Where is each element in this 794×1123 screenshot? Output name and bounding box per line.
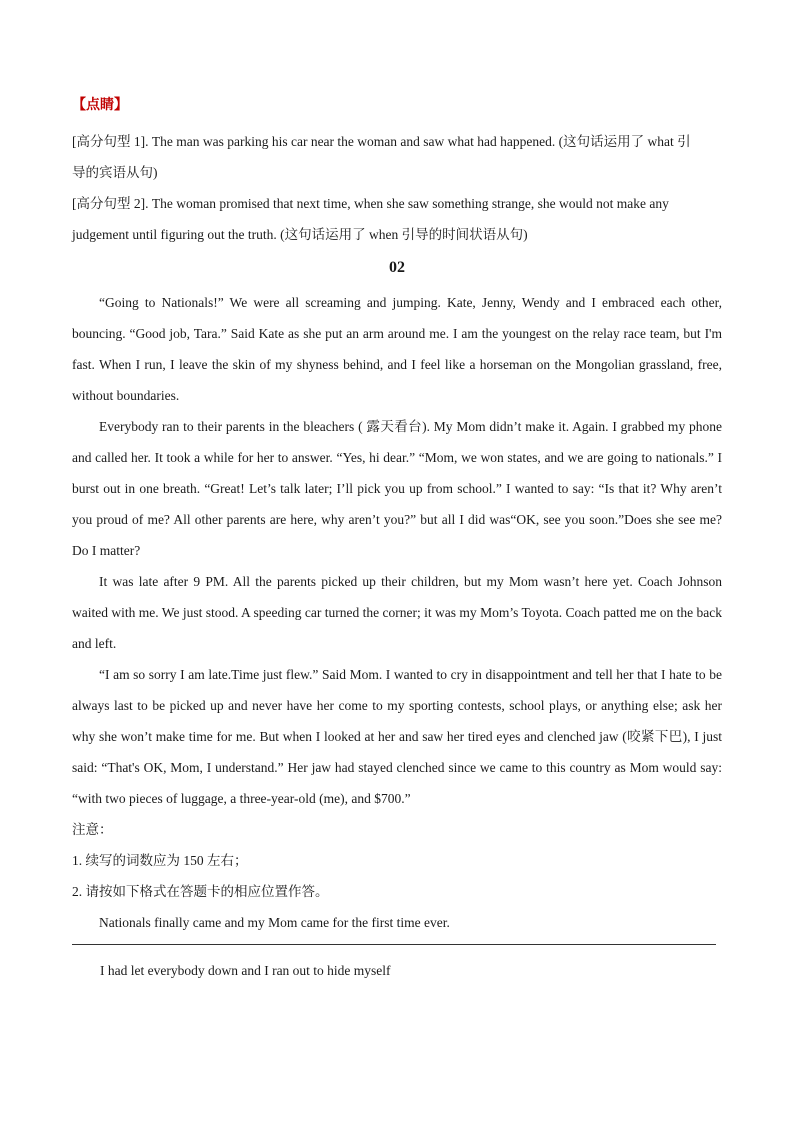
continuation-prompt-2: I had let everybody down and I ran out to hide myself xyxy=(100,963,391,978)
document-page xyxy=(72,96,722,986)
story-paragraph-4: “I am so sorry I am late.Time just flew.” Said Mom. I wanted to cry in disappointment and tell her that I hate to be always last to be picked up and never have her come to my sporting contests, school plays, or anything else; ask her why she won’t make time for me. But when I looked at her and saw her tired eyes and clenched jaw (咬紧下巴), I just said: “That's OK, Mom, I understand.” Her jaw had stayed clenched since we came to this country as Mom would say: “with two pieces of luggage, a three-year-old (me), and $700.” xyxy=(72,667,722,806)
note-item-2: 2. 请按如下格式在答题卡的相应位置作答。 xyxy=(72,884,329,899)
note-item-1: 1. 续写的词数应为 150 左右； xyxy=(72,853,248,868)
question-number: 02 xyxy=(389,259,405,276)
story-paragraph-1: “Going to Nationals!” We were all screaming and jumping. Kate, Jenny, Wendy and I embraced each other, bouncing. “Good job, Tara.” Said Kate as she put an arm around me. I am the youngest on the relay race team, but I'm fast. When I run, I leave the skin of my shyness behind, and I feel like a horseman on the Mongolian grassland, free, without boundaries. xyxy=(72,295,722,403)
tip-sentence-2-cont: judgement until figuring out the truth. (这句话运用了 when 引导的时间状语从句) xyxy=(72,227,528,242)
continuation-prompt-1: Nationals finally came and my Mom came for the first time ever. xyxy=(99,915,450,930)
answer-line xyxy=(72,944,716,945)
story-paragraph-3: It was late after 9 PM. All the parents picked up their children, but my Mom wasn’t here yet. Coach Johnson waited with me. We just stood. A speeding car turned the corner; it was my Mom’s Toyota. Coach patted me on the back and left. xyxy=(72,574,722,651)
notes-heading: 注意： xyxy=(72,822,113,837)
story-paragraph-2: Everybody ran to their parents in the bleachers ( 露天看台). My Mom didn’t make it. Again. I grabbed my phone and called her. It took a while for her to answer. “Yes, hi dear.” “Mom, we won states, and we are going to nationals.” I burst out in one breath. “Great! Let’s talk later; I’ll pick you up from school.” I wanted to say: “Is that it? Why aren’t you proud of me? All other parents are here, why aren’t you?” but all I did was“OK, see you soon.”Does she see me? Do I matter? xyxy=(72,419,722,558)
tip-sentence-1: [高分句型 1]. The man was parking his car near the woman and saw what had happened. (这句话运用了 what 引 xyxy=(72,134,691,149)
tip-sentence-1-cont: 导的宾语从句) xyxy=(72,165,158,180)
tip-heading: 【点睛】 xyxy=(72,98,128,113)
tip-sentence-2: [高分句型 2]. The woman promised that next time, when she saw something strange, she would not make any xyxy=(72,196,669,211)
